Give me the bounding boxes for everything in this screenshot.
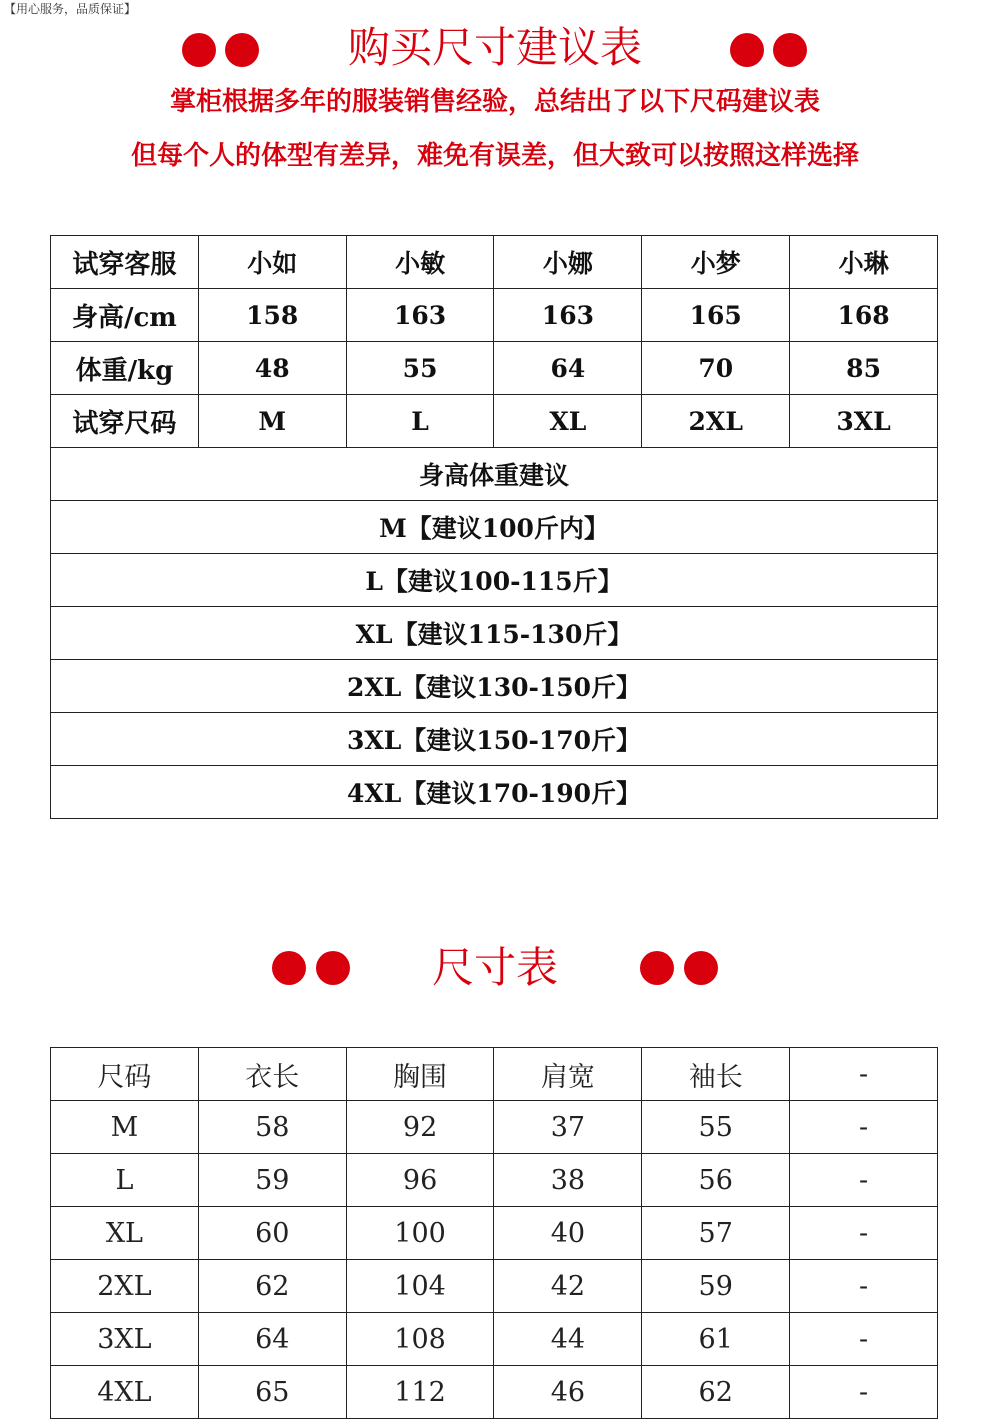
table-cell: 3XL	[790, 395, 938, 448]
table-cell: 70	[642, 342, 790, 395]
table-cell: 59	[642, 1260, 790, 1313]
suggestion-row	[51, 660, 938, 713]
suggestion-row-cell: L【建议100-115斤】	[51, 554, 938, 607]
table-cell: 46	[494, 1366, 642, 1419]
table-cell: 158	[198, 289, 346, 342]
table-row	[51, 1260, 938, 1313]
table-cell: -	[790, 1313, 938, 1366]
table-cell: -	[790, 1048, 938, 1101]
table-row	[51, 1154, 938, 1207]
table-cell: 163	[494, 289, 642, 342]
table-cell: 61	[642, 1313, 790, 1366]
table-cell: 袖长	[642, 1048, 790, 1101]
row-label-cell: 身高/cm	[51, 289, 199, 342]
table-cell: 104	[346, 1260, 494, 1313]
table-cell: 60	[198, 1207, 346, 1260]
intro-line-2: 但每个人的体型有差异，难免有误差，但大致可以按照这样选择	[130, 141, 859, 171]
table-cell: 62	[198, 1260, 346, 1313]
red-dot-icon	[684, 951, 718, 985]
row-label-cell: 3XL	[51, 1313, 199, 1366]
table-cell: 57	[642, 1207, 790, 1260]
table-cell: 62	[642, 1366, 790, 1419]
suggestion-title-row	[51, 448, 938, 501]
table-header-row	[51, 236, 938, 289]
table-cell: 58	[198, 1101, 346, 1154]
row-label-cell: 体重/kg	[51, 342, 199, 395]
suggestion-row	[51, 501, 938, 554]
table-row	[51, 1313, 938, 1366]
table-cell: L	[346, 395, 494, 448]
table-cell: -	[790, 1101, 938, 1154]
suggestion-row-cell: 3XL【建议150-170斤】	[51, 713, 938, 766]
table-cell: 42	[494, 1260, 642, 1313]
table-cell: 小敏	[346, 236, 494, 289]
suggestion-row-cell: XL【建议115-130斤】	[51, 607, 938, 660]
suggestion-row	[51, 554, 938, 607]
table-cell: 165	[642, 289, 790, 342]
table-cell: XL	[494, 395, 642, 448]
table-cell: 小如	[198, 236, 346, 289]
row-label-cell: 2XL	[51, 1260, 199, 1313]
suggestion-row-cell: M【建议100斤内】	[51, 501, 938, 554]
row-label-cell: 试穿尺码	[51, 395, 199, 448]
red-dot-icon	[640, 951, 674, 985]
table-row	[51, 395, 938, 448]
table-cell: 小琳	[790, 236, 938, 289]
table-cell: 59	[198, 1154, 346, 1207]
row-label-cell: M	[51, 1101, 199, 1154]
table-cell: 64	[198, 1313, 346, 1366]
table-cell: 96	[346, 1154, 494, 1207]
table-cell: 肩宽	[494, 1048, 642, 1101]
table-cell: 37	[494, 1101, 642, 1154]
table-cell: -	[790, 1154, 938, 1207]
row-label-cell: 4XL	[51, 1366, 199, 1419]
red-dot-icon	[773, 33, 807, 67]
table-cell: 108	[346, 1313, 494, 1366]
table-cell: 65	[198, 1366, 346, 1419]
suggestion-title-row-cell: 身高体重建议	[51, 448, 938, 501]
table-cell: 40	[494, 1207, 642, 1260]
row-label-cell: 尺码	[51, 1048, 199, 1101]
table-cell: 56	[642, 1154, 790, 1207]
table-cell: 55	[346, 342, 494, 395]
intro-line-1: 掌柜根据多年的服装销售经验，总结出了以下尺码建议表	[169, 87, 820, 117]
table-header-row	[51, 1048, 938, 1101]
table-cell: 92	[346, 1101, 494, 1154]
table-row	[51, 1207, 938, 1260]
suggestion-row	[51, 713, 938, 766]
table-cell: M	[198, 395, 346, 448]
table-cell: 38	[494, 1154, 642, 1207]
suggestion-row	[51, 607, 938, 660]
table-cell: 55	[642, 1101, 790, 1154]
table-cell: 2XL	[642, 395, 790, 448]
table-cell: -	[790, 1260, 938, 1313]
table-cell: 100	[346, 1207, 494, 1260]
table-row	[51, 1101, 938, 1154]
table-row	[51, 342, 938, 395]
red-dot-icon	[730, 33, 764, 67]
table-cell: 168	[790, 289, 938, 342]
table-cell: 64	[494, 342, 642, 395]
table-cell: 112	[346, 1366, 494, 1419]
table-cell: -	[790, 1366, 938, 1419]
suggestion-row-cell: 4XL【建议170-190斤】	[51, 766, 938, 819]
suggestion-row	[51, 766, 938, 819]
size-table	[50, 1047, 938, 1419]
fit-table	[50, 235, 938, 819]
size-chart-heading	[0, 940, 990, 1000]
size-chart-title: 尺寸表	[431, 943, 558, 992]
table-cell: 44	[494, 1313, 642, 1366]
suggestion-row-cell: 2XL【建议130-150斤】	[51, 660, 938, 713]
row-label-cell: L	[51, 1154, 199, 1207]
table-cell: 衣长	[198, 1048, 346, 1101]
table-cell: 胸围	[346, 1048, 494, 1101]
page-title: 购买尺寸建议表	[347, 23, 642, 72]
table-cell: 小娜	[494, 236, 642, 289]
row-label-cell: 试穿客服	[51, 236, 199, 289]
table-row	[51, 1366, 938, 1419]
table-row	[51, 289, 938, 342]
table-cell: 163	[346, 289, 494, 342]
table-cell: 85	[790, 342, 938, 395]
row-label-cell: XL	[51, 1207, 199, 1260]
table-cell: 48	[198, 342, 346, 395]
table-cell: 小梦	[642, 236, 790, 289]
watermark-text: 【用心服务，品质保证】	[4, 2, 137, 16]
table-cell: -	[790, 1207, 938, 1260]
size-advice-heading	[0, 20, 990, 80]
